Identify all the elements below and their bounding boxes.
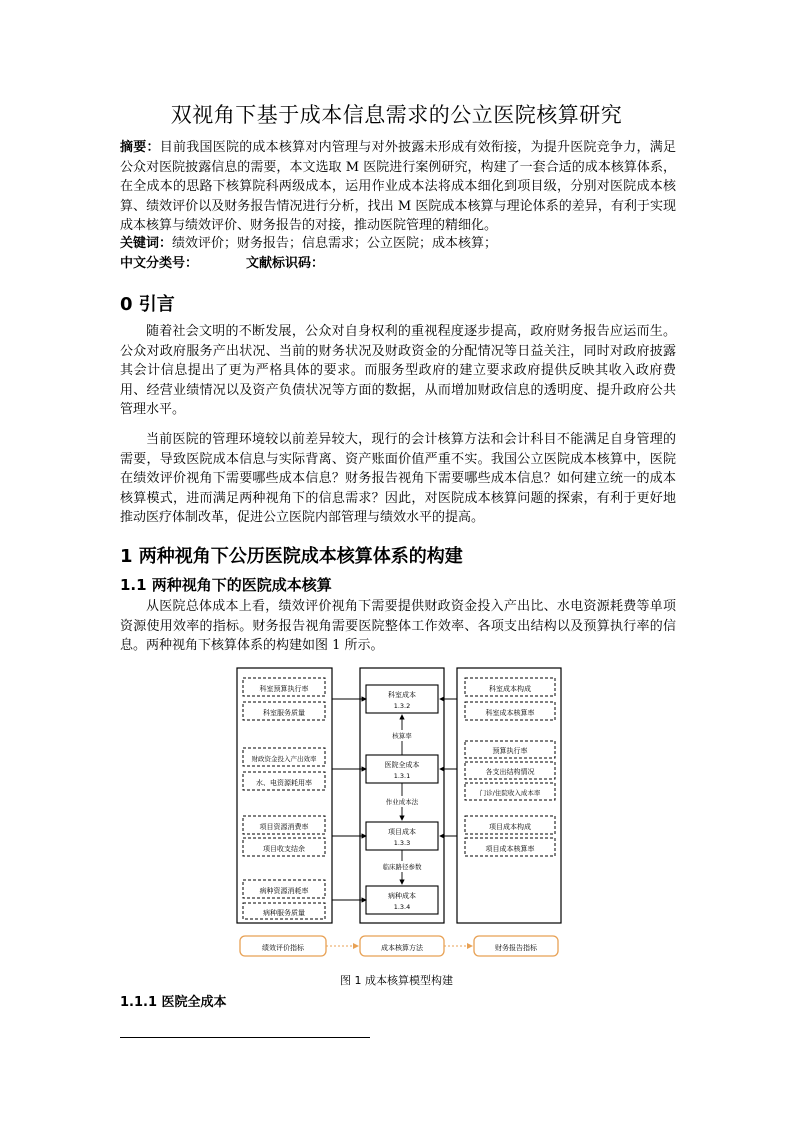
doc-code-label: 文献标识码： <box>246 256 325 271</box>
footnote-rule <box>120 1037 370 1038</box>
subsection-paragraph-1-1: 从医院总体成本上看，绩效评价视角下需要提供财政资金投入产出比、水电资源耗费等单项资源使用效率的指标。财务报告视角需要医院整体工作效率、各项支出结构以及预算执行率的信息。两种视角下核算体系的构建如图 1 所示。 <box>120 599 676 653</box>
figure-1 <box>236 667 562 961</box>
figure-1-caption: 图 1 成本核算模型构建 <box>340 974 453 987</box>
left-box-label: 财政资金投入产出效率 <box>251 755 317 763</box>
center-box-num: 1.3.3 <box>393 839 411 847</box>
right-box-label: 门诊/住院收入成本率 <box>479 789 541 797</box>
section-heading-1: 1 两种视角下公历医院成本核算体系的构建 <box>120 546 463 567</box>
left-box-label: 项目收支结余 <box>263 845 305 853</box>
bottom-box-label: 财务报告指标 <box>495 944 537 952</box>
intro-paragraph-2: 当前医院的管理环境较以前差异较大，现行的会计核算方法和会计科目不能满足自身管理的需要，导致医院成本信息与实际背离、资产账面价值严重不实。我国公立医院成本核算中，医院在绩效评价视角下需要哪些成本信息？财务报告视角下需要哪些成本信息？如何建立统一的成本核算模式，进而满足两种视角下的信息需求？因此，对医院成本核算问题的探索，有利于更好地推动医疗体制改革，促进公立医院内部管理与绩效水平的提高。 <box>120 432 676 525</box>
right-box-label: 项目成本构成 <box>489 823 531 831</box>
center-label: 作业成本法 <box>385 798 419 806</box>
classification-line <box>120 254 676 274</box>
cost-model-diagram <box>236 667 562 961</box>
center-label: 核算率 <box>392 732 412 740</box>
right-arrows <box>440 699 457 836</box>
subsection-heading-1-1: 1.1 两种视角下的医院成本核算 <box>120 576 332 594</box>
center-box-name: 医院全成本 <box>384 761 420 769</box>
abstract <box>120 138 676 236</box>
paper-title: 双视角下基于成本信息需求的公立医院核算研究 <box>170 103 623 127</box>
left-box-label: 科室预算执行率 <box>259 685 309 693</box>
center-box-name: 病种成本 <box>388 892 416 900</box>
keywords-text: 绩效评价；财务报告；信息需求；公立医院；成本核算； <box>172 236 498 251</box>
intro-paragraph-1: 随着社会文明的不断发展，公众对自身权利的重视程度逐步提高，政府财务报告应运而生。公众对政府服务产出状况、当前的财务状况及财政资金的分配情况等日益关注，同时对政府披露其会计信息提出了更为严格具体的要求。而服务型政府的建立要求政府提供反映其收入政府费用、经营业绩情况以及资产负债状况等方面的数据，从而增加财政信息的透明度、提升政府公共管理水平。 <box>120 324 676 417</box>
center-box-num: 1.3.4 <box>393 903 411 911</box>
left-box-label: 病种资源消耗率 <box>259 887 309 895</box>
right-box-label: 科室成本核算率 <box>485 709 535 717</box>
abstract-text: 目前我国医院的成本核算对内管理与对外披露未形成有效衔接，为提升医院竞争力，满足公众对医院披露信息的需要，本文选取 M 医院进行案例研究，构建了一套合适的成本核算体系，在全成本的思路下核算院科两级成本，运用作业成本法将成本细化到项目级，分别对医院成本核算、绩效评价以及财务报告情况进行分析，找出 M 医院成本核算与理论体系的差异，有利于实现成本核算与绩效评价、财务报告的对接，推动医院管理的精细化。 <box>120 140 676 233</box>
left-box-label: 项目资源消费率 <box>259 823 309 831</box>
left-box-label: 科室服务质量 <box>263 709 305 717</box>
right-boxes <box>465 678 555 856</box>
left-box-label: 水、电资源耗用率 <box>256 779 312 787</box>
left-arrows <box>332 699 366 900</box>
keywords-label: 关键词： <box>120 236 173 251</box>
section-heading-intro: 0 引言 <box>120 294 175 315</box>
right-box-label: 各支出结构情况 <box>485 768 535 776</box>
center-box-num: 1.3.1 <box>393 772 411 780</box>
bottom-row <box>240 936 558 956</box>
center-box-num: 1.3.2 <box>393 702 411 710</box>
subsection-heading-1-1-1: 1.1.1 医院全成本 <box>120 995 227 1010</box>
center-box-name: 项目成本 <box>388 828 416 836</box>
right-box-label: 科室成本构成 <box>489 685 531 693</box>
bottom-box-label: 成本核算方法 <box>381 944 423 952</box>
left-boxes <box>243 678 325 919</box>
bottom-box-label: 绩效评价指标 <box>262 944 304 952</box>
right-box-label: 预算执行率 <box>492 747 528 755</box>
center-box-name: 科室成本 <box>388 691 416 699</box>
abstract-label: 摘要： <box>120 140 160 155</box>
clc-label: 中文分类号： <box>120 256 199 271</box>
left-box-label: 病种服务质量 <box>263 909 305 917</box>
left-column-frame <box>237 668 332 923</box>
center-label: 临床路径参数 <box>382 863 422 871</box>
keywords <box>120 234 676 254</box>
right-box-label: 项目成本核算率 <box>485 845 535 853</box>
